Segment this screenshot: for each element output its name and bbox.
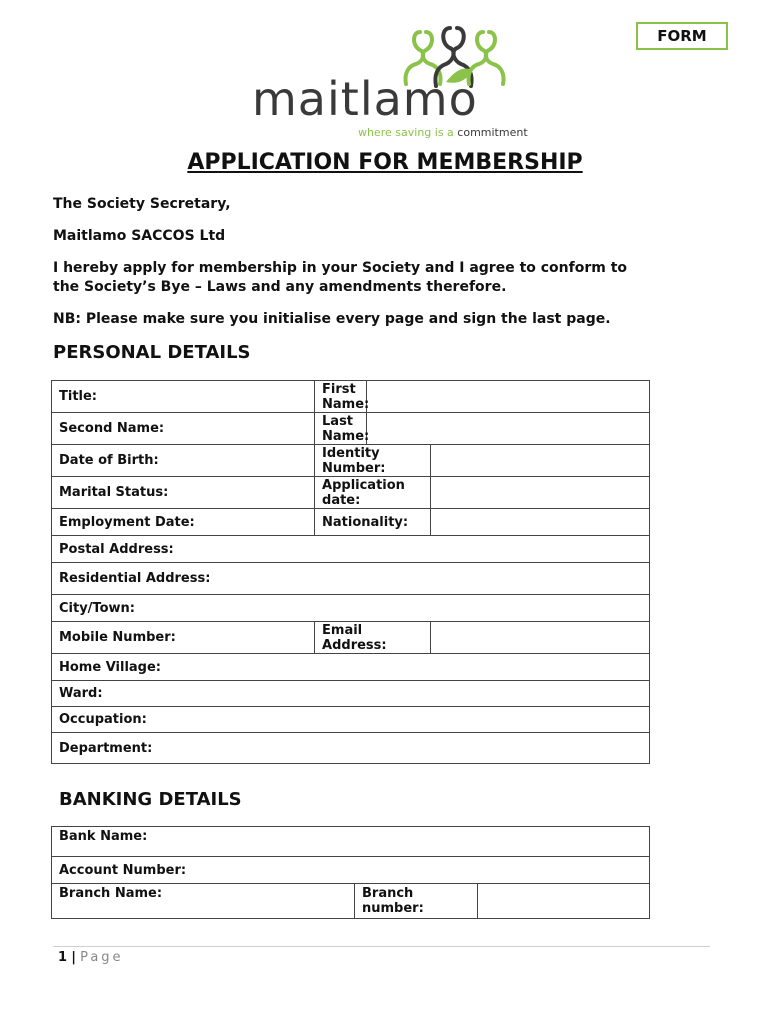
banking-details-heading: BANKING DETAILS xyxy=(59,789,242,810)
table-row xyxy=(52,681,650,707)
bank-name-label: Bank Name: xyxy=(52,827,650,857)
branch-number-field[interactable] xyxy=(478,884,650,919)
table-row xyxy=(52,884,650,919)
first-name-label: First Name: xyxy=(315,381,367,413)
organization-line: Maitlamo SACCOS Ltd xyxy=(53,228,226,244)
banking-details-table xyxy=(51,826,650,919)
table-row xyxy=(52,563,650,595)
occupation-label: Occupation: xyxy=(52,707,650,733)
city-town-label: City/Town: xyxy=(52,595,650,622)
marital-status-label: Marital Status: xyxy=(52,477,315,509)
employment-date-label: Employment Date: xyxy=(52,509,315,536)
last-name-label: Last Name: xyxy=(315,413,367,445)
second-name-label: Second Name: xyxy=(52,413,315,445)
department-label: Department: xyxy=(52,733,650,764)
form-badge: FORM xyxy=(636,22,728,50)
page-footer xyxy=(58,950,124,965)
footer-separator: | xyxy=(71,950,76,965)
table-row xyxy=(52,381,650,413)
application-date-field[interactable] xyxy=(431,477,650,509)
tagline-green-part: where saving is a xyxy=(358,126,454,139)
table-row xyxy=(52,654,650,681)
postal-address-label: Postal Address: xyxy=(52,536,650,563)
first-name-field[interactable] xyxy=(367,381,650,413)
table-row xyxy=(52,733,650,764)
table-row xyxy=(52,595,650,622)
identity-number-label: Identity Number: xyxy=(315,445,431,477)
logo-tagline xyxy=(358,126,528,139)
nationality-field[interactable] xyxy=(431,509,650,536)
table-row xyxy=(52,413,650,445)
note-line: NB: Please make sure you initialise every page and sign the last page. xyxy=(53,311,611,327)
page-word: Page xyxy=(80,950,124,965)
application-statement-line-2: the Society’s Bye – Laws and any amendments therefore. xyxy=(53,279,507,295)
identity-number-field[interactable] xyxy=(431,445,650,477)
date-of-birth-label: Date of Birth: xyxy=(52,445,315,477)
table-row xyxy=(52,857,650,884)
title-label: Title: xyxy=(52,381,315,413)
email-address-label: Email Address: xyxy=(315,622,431,654)
table-row xyxy=(52,445,650,477)
page-number: 1 xyxy=(58,950,68,965)
tagline-dark-part: commitment xyxy=(457,126,528,139)
residential-address-label: Residential Address: xyxy=(52,563,650,595)
application-statement xyxy=(53,259,713,297)
page-title: APPLICATION FOR MEMBERSHIP xyxy=(187,150,583,175)
home-village-label: Home Village: xyxy=(52,654,650,681)
logo-wordmark: maitlamo xyxy=(252,72,478,126)
table-row xyxy=(52,622,650,654)
table-row xyxy=(52,707,650,733)
maitlamo-logo xyxy=(250,20,530,145)
nationality-label: Nationality: xyxy=(315,509,431,536)
table-row xyxy=(52,477,650,509)
table-row xyxy=(52,536,650,563)
application-date-label: Application date: xyxy=(315,477,431,509)
ward-label: Ward: xyxy=(52,681,650,707)
email-address-field[interactable] xyxy=(431,622,650,654)
branch-number-label: Branch number: xyxy=(355,884,478,919)
personal-details-heading: PERSONAL DETAILS xyxy=(53,342,251,363)
mobile-number-label: Mobile Number: xyxy=(52,622,315,654)
addressee-line: The Society Secretary, xyxy=(53,196,231,212)
account-number-label: Account Number: xyxy=(52,857,650,884)
table-row xyxy=(52,509,650,536)
personal-details-table xyxy=(51,380,650,764)
branch-name-label: Branch Name: xyxy=(52,884,355,919)
application-statement-line-1: I hereby apply for membership in your Society and I agree to conform to xyxy=(53,260,628,276)
last-name-field[interactable] xyxy=(367,413,650,445)
table-row xyxy=(52,827,650,857)
footer-divider xyxy=(53,946,710,947)
